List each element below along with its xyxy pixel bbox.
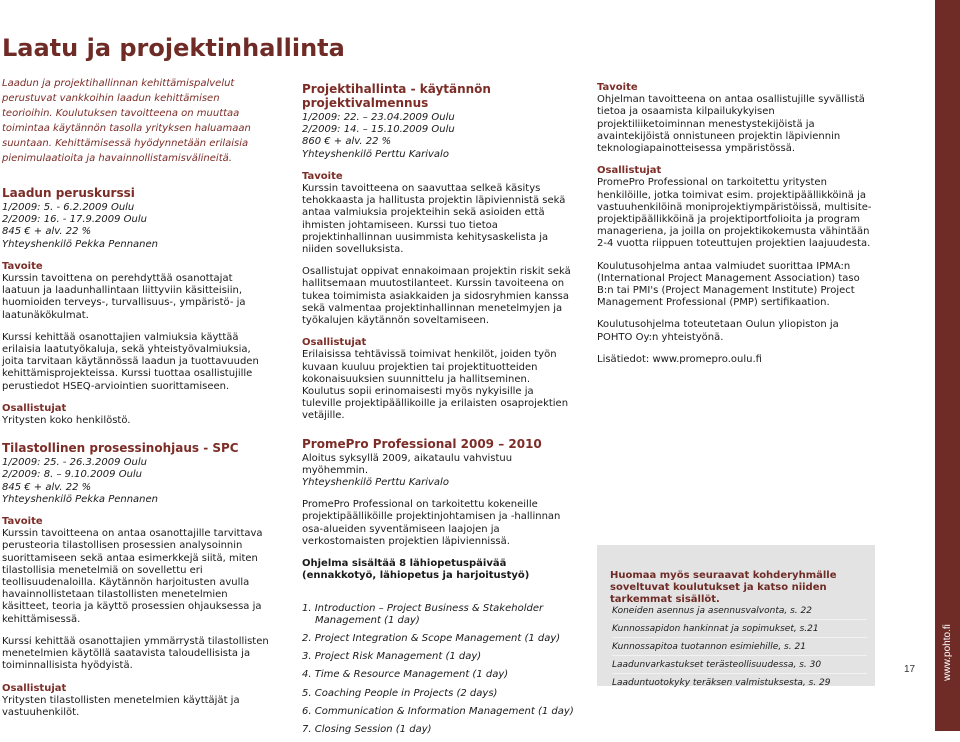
site-url: www.pohto.fi	[942, 623, 954, 681]
section-label: Tavoite	[2, 260, 43, 272]
related-course-item: Kunnossapidon hankinnat ja sopimukset, s.21	[612, 623, 867, 638]
paragraph: Kurssin tavoitteena on antaa osanottajille tarvittava perusteoria tilastollisen prosessien analysoinnin suorittamiseen sekä antaa esimerkkejä siitä, miten tilastollisia menetelmiä on sovellettu eri teollisuudenaloilla. Käytännön harjoitusten avulla havainnollistetaan tilastollisten menetelmien käsitteet, teoria ja käyttö prosessien ohjauksessa ja kehittämisessä.	[2, 528, 263, 625]
paragraph: Kurssin tavoitteena on saavuttaa selkeä käsitys tehokkaasta ja hallitusta projektin läpiviennistä sekä antaa valmiuksia projekteihin sekä asioiden että ihmisten johtamiseen. Kurssi tuo tietoa projektinhallinnan uusimmista kehitysaskelista ja niiden sovelluksista.	[302, 183, 566, 256]
related-courses-box	[597, 545, 875, 686]
related-course-item: Kunnossapitoa tuotannon esimiehille, s. 21	[612, 641, 867, 656]
paragraph: Yritysten tilastollisten menetelmien käyttäjät ja vastuuhenkilöt.	[2, 694, 240, 718]
course-contact: Yhteyshenkilö Pekka Pennanen	[2, 238, 159, 250]
section-label: Osallistujat	[302, 337, 367, 349]
related-course-item: Laaduntuotokyky teräksen valmistuksesta, s. 29	[612, 678, 831, 688]
course-title: Laadun peruskurssi	[2, 186, 135, 200]
course-meta	[302, 112, 574, 161]
column-middle	[302, 82, 574, 742]
paragraph: Koulutusohjelma antaa valmiudet suorittaa IPMA:n (International Project Management Association) taso B:n tai PMI's (Project Management Institute) Project Management Professional (PMP) sertifikaation.	[597, 260, 860, 309]
paragraph: Kurssi kehittää osanottajien valmiuksia käyttää erilaisia laatutyökaluja, sekä yhteistyövalmiuksia, joita tarvitaan käytännössä laadun ja tuottavuuden kehittämisprojekteissa. Kurssi tuottaa osallistujille perustiedot HSEQ-arviointien suorittamiseen.	[2, 331, 259, 392]
paragraph: Erilaisissa tehtävissä toimivat henkilöt, joiden työn kuvaan kuuluu projektien tai projektituotteiden kokonaisuuksien suunnittelu ja hallitseminen. Koulutus sopii erinomaisesti myös nykyisille ja tuleville projektipäällikoille ja erilaisten osaprojektien vetäjille.	[302, 349, 569, 422]
program-title: Ohjelma sisältää 8 lähiopetuspäivää (ennakkotyö, lähiopetus ja harjoitustyö)	[302, 558, 530, 582]
section-label: Osallistujat	[597, 165, 662, 177]
related-courses-heading: Huomaa myös seuraavat kohderyhmälle soveltuvat koulutukset ja katso niiden tarkemmat sisällöt.	[610, 570, 837, 605]
section-label: Osallistujat	[2, 682, 67, 694]
course-title: Tilastollinen prosessinohjaus - SPC	[2, 441, 239, 456]
program-item: 2. Project Integration & Scope Management (1 day)	[302, 632, 561, 644]
course-dates: 2/2009: 16. - 17.9.2009 Oulu	[2, 214, 147, 226]
section-label: Tavoite	[302, 170, 343, 182]
related-courses-list	[612, 605, 867, 694]
course-price: 845 € + alv. 22 %	[2, 226, 92, 238]
course-dates: 2/2009: 14. – 15.10.2009 Oulu	[302, 124, 455, 136]
program-item: 5. Coaching People in Projects (2 days)	[302, 687, 498, 699]
paragraph: Kurssin tavoittena on perehdyttää osanottajat laatuun ja laadunhallintaan liittyviin käsitteisiin, huomioiden terveys-, turvallisuus-, ympäristö- ja laatunäkökulmat.	[2, 273, 246, 321]
course-dates: 1/2009: 25. - 26.3.2009 Oulu	[2, 457, 147, 469]
course-meta	[302, 453, 574, 490]
course-price: 845 € + alv. 22 %	[2, 481, 92, 493]
program-item: 7. Closing Session (1 day)	[302, 723, 432, 735]
section-label: Osallistujat	[2, 402, 67, 414]
course-contact: Yhteyshenkilö Perttu Karivalo	[302, 477, 449, 489]
intro-text: Laadun ja projektihallinnan kehittämispalvelut perustuvat vankkoihin laadun kehittämisen teorioihin. Koulutuksen tavoitteena on muuttaa toimintaa käytännön tasolla yrityksen haluamaan suuntaan. Kehittämisessä hyödynnetään erilaisia pienimulaatioita ja havainnollistamisvälineitä.	[2, 78, 251, 164]
course-dates: 1/2009: 5. - 6.2.2009 Oulu	[2, 202, 135, 213]
paragraph: PromePro Professional on tarkoitettu yritysten henkilöille, jotka toimivat esim. projektipäällikköinä ja vastuuhenkilöinä moniprojektiympäristöissä, multisite-projektipäällikköinä ja projektiportfolioita ja program manageriena, ja joilla on projektikokemusta vähintään 2-4 vuotta riippuen toteuttujen projektien laajuudesta.	[597, 177, 872, 250]
program-item: 6. Communication & Information Management (1 day)	[302, 705, 574, 717]
paragraph: Ohjelman tavoitteena on antaa osallistujille syvällistä tietoa ja osaamista kilpailukykyisen projektiliiketoiminnan menestystekijöistä ja avaintekijöistä onnistuneen projektin läpiviennin teknologiapainotteisessa ympäristössä.	[597, 94, 865, 155]
course-dates: 1/2009: 22. – 23.04.2009 Oulu	[302, 112, 455, 123]
course-contact: Yhteyshenkilö Pekka Pennanen	[2, 493, 159, 505]
page-title: Laatu ja projektinhallinta	[2, 34, 345, 62]
program-list	[302, 603, 574, 737]
course-meta	[2, 457, 272, 506]
program-item: 1. Introduction – Project Business & Stakeholder Management (1 day)	[302, 602, 544, 626]
related-course-item: Laadunvarkastukset terästeollisuudessa, s. 30	[612, 659, 867, 674]
paragraph: PromePro Professional on tarkoitettu kokeneille projektipäälliköille projektinjohtamisen ja -hallinnan osa-alueiden syventämiseen laajojen ja verkostomaisten projektien läpiviennissä.	[302, 499, 561, 547]
section-label: Tavoite	[597, 82, 638, 93]
program-item: 3. Project Risk Management (1 day)	[302, 651, 482, 663]
course-meta	[2, 202, 272, 251]
course-price: 860 € + alv. 22 %	[302, 136, 392, 148]
course-title: PromePro Professional 2009 – 2010	[302, 436, 542, 451]
paragraph: Yritysten koko henkilöstö.	[2, 415, 131, 427]
program-item: 4. Time & Resource Management (1 day)	[302, 669, 509, 681]
course-start: Aloitus syksyllä 2009, aikataulu vahvistuu myöhemmin.	[302, 452, 513, 476]
course-contact: Yhteyshenkilö Perttu Karivalo	[302, 148, 449, 160]
info-link: Lisätiedot: www.promepro.oulu.fi	[597, 353, 762, 365]
paragraph: Kurssi kehittää osanottajien ymmärrystä tilastollisten menetelmien käytöllä saatavista taloudellisista ja toiminnallisista hyödyistä.	[2, 635, 269, 672]
paragraph: Koulutusohjelma toteutetaan Oulun yliopiston ja POHTO Oy:n yhteistyönä.	[597, 319, 839, 343]
course-title: Projektihallinta - käytännön projektivalmennus	[302, 82, 491, 110]
course-dates: 2/2009: 8. – 9.10.2009 Oulu	[2, 469, 143, 481]
section-label: Tavoite	[2, 516, 43, 528]
related-course-item: Koneiden asennus ja asennusvalvonta, s. 22	[612, 605, 867, 620]
column-right	[597, 82, 875, 376]
paragraph: Osallistujat oppivat ennakoimaan projektin riskit sekä hallitsemaan muutostilanteet. Kurssin tavoiteena on tukea toimimista asiakkaiden ja sidosryhmien kanssa sekä valmentaa projektinhallinnan menetelmyjen ja työkalujen käytännön soveltamiseen.	[302, 266, 571, 327]
page-number: 17	[904, 664, 916, 675]
column-left	[2, 76, 272, 729]
